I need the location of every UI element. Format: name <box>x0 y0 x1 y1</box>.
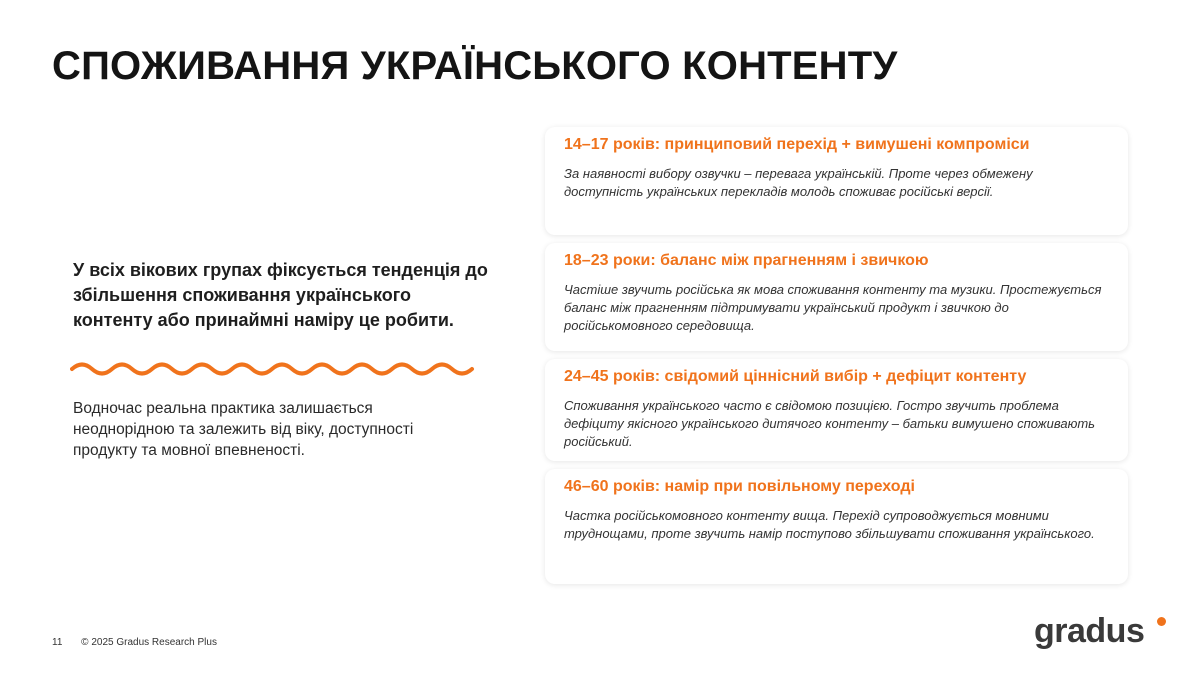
copyright: © 2025 Gradus Research Plus <box>81 637 217 648</box>
page-title: СПОЖИВАННЯ УКРАЇНСЬКОГО КОНТЕНТУ <box>52 44 898 88</box>
card-title: 18–23 роки: баланс між прагненням і звичкою <box>564 252 929 269</box>
card-title: 14–17 років: принциповий перехід + вимушені компроміси <box>564 136 1030 153</box>
logo-dot-icon <box>1157 617 1166 626</box>
age-card-14-17 <box>545 127 1128 235</box>
page-number: 11 <box>52 637 63 648</box>
gradus-logo: gradus <box>1034 612 1145 650</box>
card-text: Частка російськомовного контенту вища. Перехід супроводжується мовними труднощами, проте звучить намір поступово збільшувати споживання українського. <box>564 508 1095 541</box>
lead-statement: У всіх вікових групах фіксується тенденція до збільшення споживання українського контенту або принаймні наміру це робити. <box>73 260 488 330</box>
age-card-24-45 <box>545 359 1128 461</box>
card-title: 46–60 років: намір при повільному переході <box>564 478 915 495</box>
wave-divider <box>70 359 476 379</box>
card-text: Споживання українського часто є свідомою позицією. Гостро звучить проблема дефіциту якісного українського дитячого контенту – батьки вимушено споживають російський. <box>564 398 1096 449</box>
age-card-46-60 <box>545 469 1128 584</box>
body-paragraph: Водночас реальна практика залишається неоднорідною та залежить від віку, доступності продукту та мовної впевненості. <box>73 400 414 459</box>
card-title: 24–45 років: свідомий ціннісний вибір + дефіцит контенту <box>564 368 1027 385</box>
age-card-18-23 <box>545 243 1128 351</box>
footer <box>52 637 233 648</box>
card-text: Частіше звучить російська як мова споживання контенту та музики. Простежується баланс між прагненням підтримувати український продукт і звичкою до російськомовного середовища. <box>564 282 1102 333</box>
card-text: За наявності вибору озвучки – перевага українській. Проте через обмежену доступність українських перекладів молодь споживає російські версії. <box>564 166 1033 199</box>
